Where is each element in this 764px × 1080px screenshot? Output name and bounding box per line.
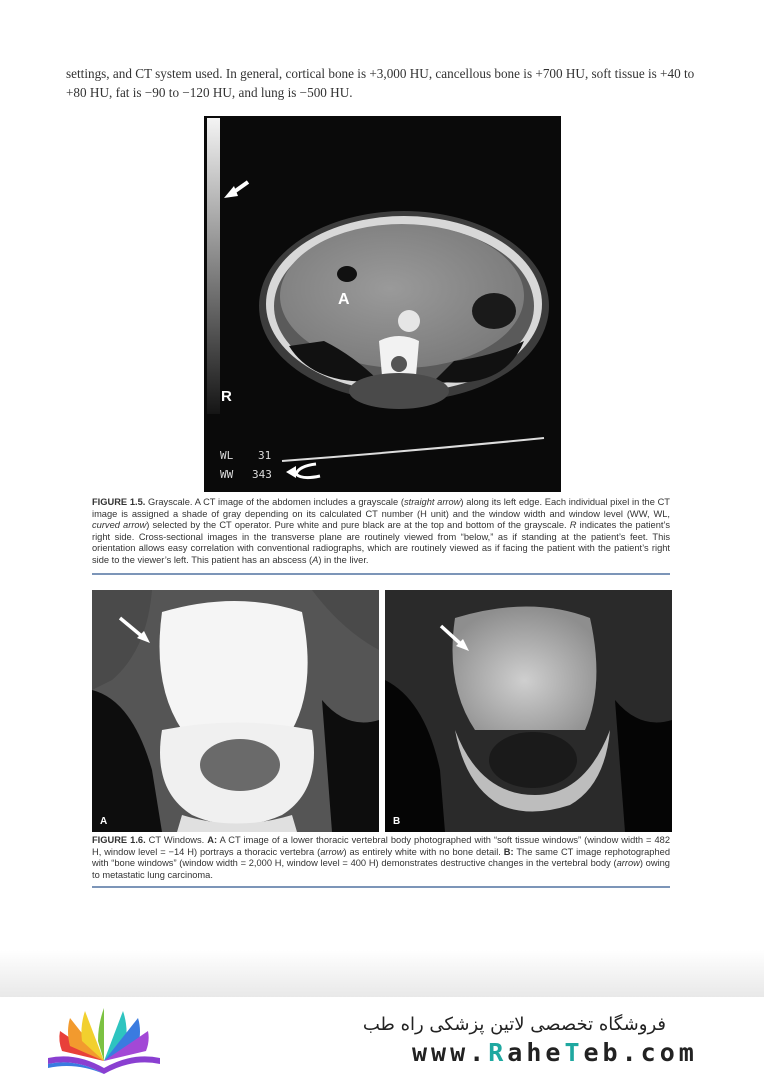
url-highlight: T — [564, 1038, 584, 1067]
figure-1-6-panel-a — [92, 590, 379, 832]
caption-text: A CT image of a lower thoracic vertebral body photographed with “soft tissue windows” (window width = 482 H, window level = −14 H) portrays a thoracic vertebra ( — [92, 835, 670, 857]
caption-label: FIGURE 1.6. — [92, 835, 146, 845]
caption-emphasis: curved arrow — [92, 520, 147, 531]
url-part: ahe — [507, 1038, 565, 1067]
caption-text: ) along its left edge. Each individual pixel in the CT image is assigned a shade of gray depending on its calculated CT number (H unit) and the window width and window level (WW, WL, — [92, 497, 670, 519]
wl-value: 31 — [258, 449, 272, 462]
wl-label: WL — [220, 449, 234, 462]
panel-a-label: A — [100, 816, 108, 827]
caption-divider — [92, 573, 670, 575]
caption-panel-label: A: — [207, 835, 218, 845]
grayscale-bar — [207, 118, 220, 414]
book-logo-icon — [40, 1006, 168, 1074]
caption-label: FIGURE 1.5. — [92, 497, 146, 507]
abscess-label: A — [338, 291, 350, 308]
figure-1-5-ct-image — [204, 116, 561, 492]
banner-fade — [0, 950, 764, 998]
ww-value: 343 — [252, 468, 272, 481]
caption-panel-label: B: — [503, 846, 514, 857]
caption-text: Grayscale. A CT image of the abdomen includes a grayscale ( — [145, 497, 404, 507]
caption-emphasis: straight arrow — [403, 497, 461, 507]
url-part: eb.com — [583, 1038, 698, 1067]
caption-emphasis: arrow — [616, 858, 640, 869]
caption-emphasis: arrow — [320, 846, 344, 857]
caption-text: ) in the liver. — [318, 554, 369, 565]
caption-emphasis: A — [312, 554, 319, 565]
figure-1-6-caption — [92, 835, 670, 881]
intro-paragraph: settings, and CT system used. In general, cortical bone is +3,000 HU, cancellous bone is +700 HU, soft tissue is +40 to +80 HU, fat is −90 to −120 HU, and lung is −500 HU. — [66, 66, 695, 100]
caption-text: indicates the patient’s right side. Cross-sectional images in the transverse plane are routinely viewed from “below,” as if standing at the patient’s feet. This orientation allows easy correlation with conventional radiographs, which are routinely viewed as if facing the patient with the patient’s right side to the viewer’s left. This patient has an abscess ( — [92, 520, 670, 565]
caption-emphasis: R — [569, 520, 577, 531]
url-highlight: R — [488, 1038, 508, 1067]
caption-text: ) as entirely white with no bone detail. — [343, 846, 504, 857]
panel-b-label: B — [393, 816, 401, 827]
store-url[interactable] — [412, 1038, 698, 1067]
caption-text: The same CT image rephotographed with “bone windows” (window width = 2,000 H, window level = 400 H) demonstrates destructive changes in the vertebral body ( — [92, 846, 670, 869]
store-name: فروشگاه تخصصی لاتین پزشکی راه طب — [362, 1014, 666, 1035]
caption-text: ) selected by the CT operator. Pure white and pure black are at the top and bottom of the grayscale. — [146, 520, 570, 531]
url-part: www. — [412, 1038, 489, 1067]
figure-1-5-caption — [92, 497, 670, 567]
caption-divider — [92, 886, 670, 888]
figure-1-6-panel-b — [385, 590, 672, 832]
ww-label: WW — [220, 468, 234, 481]
caption-text: ) owing to metastatic lung carcinoma. — [92, 858, 670, 880]
caption-text: CT Windows. — [145, 835, 208, 845]
right-side-label: R — [221, 388, 232, 405]
